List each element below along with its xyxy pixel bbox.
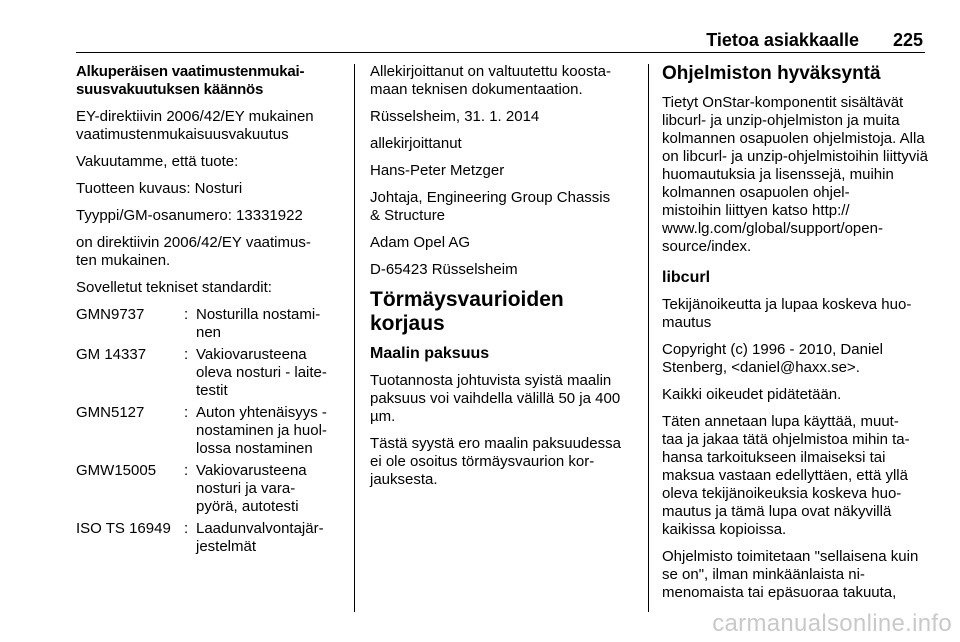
standard-code: GMN9737 bbox=[76, 306, 145, 323]
subsection-title: Maalin paksuus bbox=[370, 345, 490, 362]
paragraph: Adam Opel AG bbox=[370, 234, 471, 251]
column-signature-and-repair bbox=[370, 63, 634, 498]
column-divider bbox=[648, 64, 649, 612]
table-row bbox=[76, 520, 344, 560]
watermark: carmanualsonline.info bbox=[712, 610, 952, 637]
paragraph: Tästä syystä ero maalin paksuudessa ei ole osoitus törmäysvaurion kor- jauksesta. bbox=[370, 435, 621, 488]
paragraph: Johtaja, Engineering Group Chassis & Structure bbox=[370, 189, 611, 224]
standard-description: Vakiovarusteena oleva nosturi - laite- testit bbox=[196, 346, 327, 399]
paragraph: allekirjoittanut bbox=[370, 135, 462, 152]
paragraph: Tuotteen kuvaus: Nosturi bbox=[76, 180, 243, 197]
standard-description: Laadunvalvontajär- jestelmät bbox=[196, 520, 324, 555]
standard-separator: : bbox=[184, 306, 189, 323]
section-title: Törmäysvaurioiden korjaus bbox=[370, 288, 564, 335]
standard-code: ISO TS 16949 bbox=[76, 520, 171, 537]
standard-separator: : bbox=[184, 404, 189, 421]
standard-separator: : bbox=[184, 462, 189, 479]
standard-description: Auton yhtenäisyys - nostaminen ja huol- lossa nostaminen bbox=[196, 404, 327, 457]
paragraph: Täten annetaan lupa käyttää, muut- taa ja jakaa tätä ohjelmistoa mihin ta- hansa tarkoitukseen ilmaiseksi tai maksua vastaan edellyttäen, että yllä oleva tekijänoikeuksia koskeva huo- mautus ja tämä lupa ovat näkyvillä kaikissa kopioissa. bbox=[662, 413, 910, 538]
standard-code: GMW15005 bbox=[76, 462, 157, 479]
paragraph: on direktiivin 2006/42/EY vaatimus- ten mukainen. bbox=[76, 234, 311, 269]
page-header bbox=[76, 26, 925, 53]
paragraph: Sovelletut tekniset standardit: bbox=[76, 279, 272, 296]
paragraph: Copyright (c) 1996 - 2010, Daniel Stenberg, <daniel@haxx.se>. bbox=[662, 341, 883, 376]
subsection-title: libcurl bbox=[662, 269, 711, 286]
paragraph: Tietyt OnStar-komponentit sisältävät libcurl- ja unzip-ohjelmiston ja muita kolmannen osapuolen ohjelmistoja. Alla on libcurl- ja unzip-ohjelmistoihin liittyviä huomautuksia ja lisenssejä, muihin kolmannen osapuolen ohjel- mistoihin liittyen katso http:// www.lg.com/global/support/open- source/index. bbox=[662, 94, 928, 255]
table-row bbox=[76, 346, 344, 404]
standard-description: Vakiovarusteena nosturi ja vara- pyörä, autotesti bbox=[196, 462, 307, 515]
standard-description: Nosturilla nostami- nen bbox=[196, 306, 321, 341]
column-divider bbox=[354, 64, 355, 612]
page-number: 225 bbox=[892, 30, 923, 50]
standard-separator: : bbox=[184, 520, 189, 537]
section-title: Ohjelmiston hyväksyntä bbox=[662, 63, 881, 84]
paragraph: Tyyppi/GM-osanumero: 13331922 bbox=[76, 207, 303, 224]
standard-code: GM 14337 bbox=[76, 346, 147, 363]
paragraph: Tuotannosta johtuvista syistä maalin paksuus voi vaihdella välillä 50 ja 400 µm. bbox=[370, 372, 621, 425]
paragraph: EY-direktiivin 2006/42/EY mukainen vaatimustenmukaisuusvakuutus bbox=[76, 108, 314, 143]
standard-separator: : bbox=[184, 346, 189, 363]
paragraph: Allekirjoittanut on valtuutettu koosta- maan teknisen dokumentaation. bbox=[370, 63, 611, 98]
paragraph: Kaikki oikeudet pidätetään. bbox=[662, 386, 842, 403]
paragraph: Tekijänoikeutta ja lupaa koskeva huo- mautus bbox=[662, 296, 912, 331]
table-row bbox=[76, 306, 344, 346]
declaration-heading: Alkuperäisen vaatimustenmukai- suusvakuutuksen käännös bbox=[76, 63, 305, 98]
standard-code: GMN5127 bbox=[76, 404, 145, 421]
standards-table bbox=[76, 306, 344, 560]
table-row bbox=[76, 404, 344, 462]
paragraph: D-65423 Rüsselsheim bbox=[370, 261, 518, 278]
column-declaration bbox=[76, 63, 344, 560]
paragraph: Rüsselsheim, 31. 1. 2014 bbox=[370, 108, 540, 125]
paragraph: Ohjelmisto toimitetaan "sellaisena kuin se on", ilman minkäänlaista ni- menomaista tai epäsuoraa takuuta, bbox=[662, 548, 919, 601]
paragraph: Vakuutamme, että tuote: bbox=[76, 153, 239, 170]
paragraph: Hans-Peter Metzger bbox=[370, 162, 505, 179]
header-title: Tietoa asiakkaalle bbox=[706, 30, 859, 50]
column-software-acknowledgement bbox=[662, 63, 930, 611]
table-row bbox=[76, 462, 344, 520]
